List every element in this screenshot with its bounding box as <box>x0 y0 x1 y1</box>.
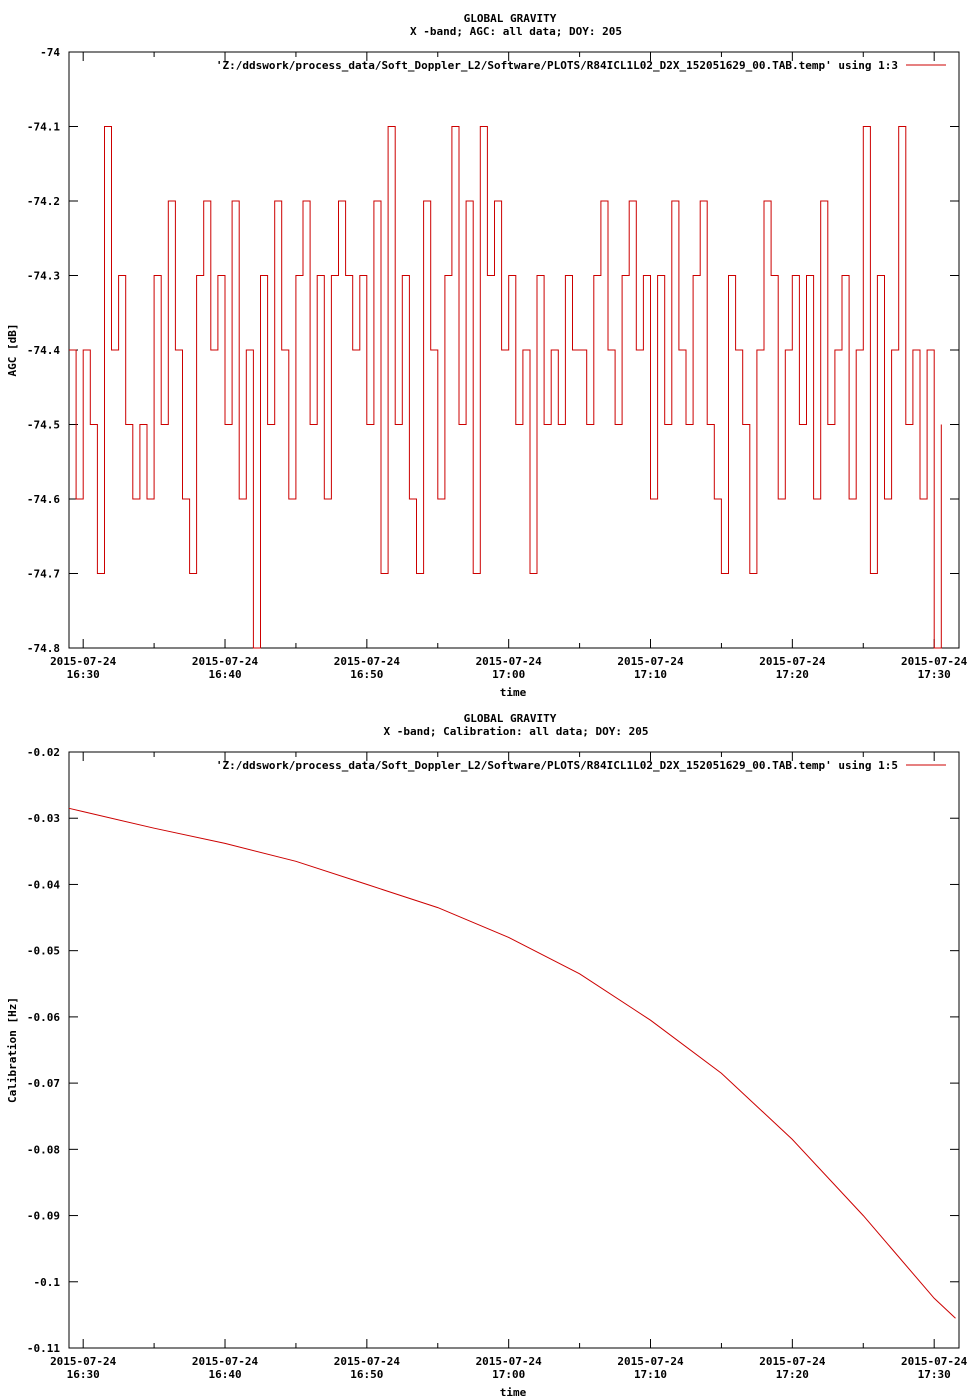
calibration-y-tick-label: -0.04 <box>26 878 60 892</box>
calibration-x-tick-time-label: 17:30 <box>917 1368 951 1381</box>
calibration-y-tick-label: -0.08 <box>26 1143 60 1157</box>
agc-y-tick-label: -74 <box>40 46 60 59</box>
calibration-legend <box>216 759 946 772</box>
agc-y-tick-label: -74.4 <box>26 344 60 357</box>
calibration-y-tick-label: -0.06 <box>26 1010 60 1024</box>
agc-x-tick-time-label: 17:20 <box>775 668 809 681</box>
calibration-y-tick-label: -0.09 <box>26 1209 60 1223</box>
agc-x-tick-date-label: 2015-07-24 <box>191 655 259 668</box>
agc-x-axis-label: time <box>499 686 527 699</box>
agc-x-tick-date-label: 2015-07-24 <box>50 655 117 668</box>
agc-x-tick-date-label: 2015-07-24 <box>901 655 968 668</box>
calibration-x-tick-date-label: 2015-07-24 <box>191 1355 259 1368</box>
calibration-chart-title: GLOBAL GRAVITY <box>463 712 557 725</box>
calibration-x-tick-time-label: 17:20 <box>775 1368 809 1381</box>
agc-x-tick-date-label: 2015-07-24 <box>333 655 400 668</box>
agc-x-tick-time-label: 16:50 <box>350 668 384 681</box>
calibration-x-tick-date-label: 2015-07-24 <box>759 1355 826 1368</box>
agc-x-tick-time-label: 16:40 <box>208 668 242 681</box>
calibration-y-tick-label: -0.02 <box>26 746 60 759</box>
agc-y-tick-label: -74.8 <box>26 642 60 655</box>
agc-x-tick-time-label: 16:30 <box>66 668 100 681</box>
agc-y-tick-label: -74.3 <box>26 269 60 283</box>
calibration-y-tick-label: -0.11 <box>26 1342 60 1355</box>
agc-chart-title: GLOBAL GRAVITY <box>463 12 557 25</box>
agc-y-tick-label: -74.5 <box>26 418 60 432</box>
agc-x-tick-time-label: 17:10 <box>633 668 668 681</box>
calibration-x-tick-time-label: 17:00 <box>492 1368 526 1381</box>
calibration-x-axis-label: time <box>499 1386 527 1399</box>
agc-legend-label: 'Z:/ddswork/process_data/Soft_Doppler_L2/Software/PLOTS/R84ICL1L02_D2X_152051629_00.TAB.temp' using 1:3 <box>215 59 898 72</box>
calibration-y-tick-label: -0.1 <box>33 1275 60 1289</box>
agc-y-tick-label: -74.6 <box>26 493 60 506</box>
calibration-y-axis-label: Calibration [Hz] <box>6 997 19 1103</box>
agc-x-tick-date-label: 2015-07-24 <box>617 655 684 668</box>
calibration-x-tick-time-label: 17:10 <box>633 1368 668 1381</box>
calibration-chart-subtitle: X -band; Calibration: all data; DOY: 205 <box>383 725 649 738</box>
agc-x-tick-date-label: 2015-07-24 <box>759 655 826 668</box>
agc-y-tick-label: -74.7 <box>26 567 60 581</box>
agc-y-tick-label: -74.1 <box>26 120 60 134</box>
calibration-y-tick-label: -0.07 <box>26 1077 60 1091</box>
agc-x-tick-time-label: 17:30 <box>917 668 951 681</box>
calibration-legend-label: 'Z:/ddswork/process_data/Soft_Doppler_L2/Software/PLOTS/R84ICL1L02_D2X_152051629_00.TAB.temp' using 1:5 <box>215 759 898 772</box>
agc-legend <box>216 59 946 72</box>
calibration-x-tick-time-label: 16:40 <box>208 1368 242 1381</box>
calibration-x-tick-date-label: 2015-07-24 <box>475 1355 542 1368</box>
agc-x-tick-date-label: 2015-07-24 <box>475 655 542 668</box>
calibration-x-tick-date-label: 2015-07-24 <box>333 1355 400 1368</box>
agc-chart-subtitle: X -band; AGC: all data; DOY: 205 <box>410 25 622 38</box>
calibration-y-tick-label: -0.03 <box>26 812 60 826</box>
agc-y-axis-label: AGC [dB] <box>6 323 19 377</box>
agc-x-tick-time-label: 17:00 <box>492 668 526 681</box>
calibration-y-tick-label: -0.05 <box>26 944 60 958</box>
calibration-x-tick-time-label: 16:30 <box>66 1368 100 1381</box>
calibration-x-tick-date-label: 2015-07-24 <box>50 1355 117 1368</box>
calibration-x-tick-date-label: 2015-07-24 <box>901 1355 968 1368</box>
calibration-x-tick-time-label: 16:50 <box>350 1368 384 1381</box>
calibration-x-tick-date-label: 2015-07-24 <box>617 1355 684 1368</box>
agc-y-tick-label: -74.2 <box>26 195 60 208</box>
